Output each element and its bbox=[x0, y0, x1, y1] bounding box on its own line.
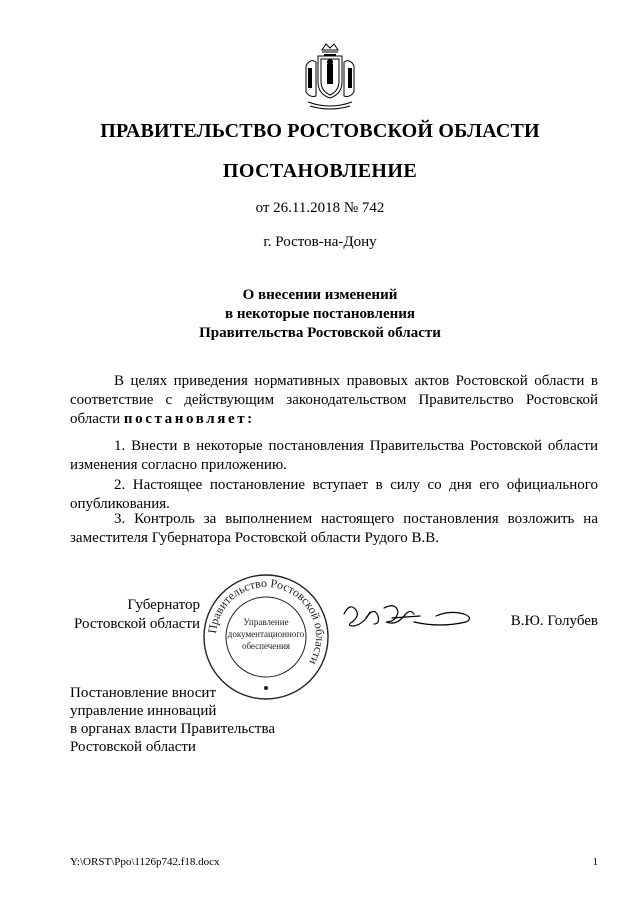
coat-of-arms-icon bbox=[298, 40, 362, 112]
seal-inner-line-1: Управление bbox=[243, 617, 289, 627]
date-number-line: от 26.11.2018 № 742 bbox=[255, 200, 385, 216]
document-type-title: ПОСТАНОВЛЕНИЕ bbox=[222, 160, 418, 182]
signer-name: В.Ю. Голубев bbox=[510, 613, 598, 629]
resolution-item-3: 3. Контроль за выполнением настоящего постановления возложить на заместителя Губернатора Ростовской области Рудого В.В. bbox=[70, 511, 598, 546]
contributor-line-1: Постановление вносит bbox=[70, 685, 217, 701]
contributor-note bbox=[70, 684, 275, 756]
subject-line-1: О внесении изменений bbox=[242, 287, 398, 303]
contributor-line-2: управление инноваций bbox=[70, 703, 217, 719]
resolution-item-2: 2. Настоящее постановление вступает в силу со дня его официального опубликования. bbox=[70, 477, 598, 512]
resolution-item-1: 1. Внести в некоторые постановления Правительства Ростовской области изменения согласно приложению. bbox=[70, 438, 598, 473]
preamble-paragraph bbox=[70, 372, 598, 429]
handwritten-signature bbox=[340, 596, 475, 636]
subject-line-2: в некоторые постановления bbox=[224, 306, 416, 322]
subject-line-3: Правительства Ростовской области bbox=[199, 325, 441, 341]
seal-outer-text: Правительство Ростовской области bbox=[205, 575, 328, 668]
resolves-word: постановляет: bbox=[123, 411, 255, 427]
organization-title: ПРАВИТЕЛЬСТВО РОСТОВСКОЙ ОБЛАСТИ bbox=[100, 120, 540, 142]
footer-file-path: Y:\ORST\Ppo\1126p742.f18.docx bbox=[70, 856, 220, 868]
seal-inner-line-3: обеспечения bbox=[241, 641, 291, 651]
signer-title-line-2: Ростовской области bbox=[74, 616, 200, 632]
seal-inner-line-2: документационного bbox=[227, 629, 305, 639]
page-number: 1 bbox=[592, 856, 598, 868]
document-subject bbox=[0, 286, 640, 343]
preamble-text: В целях приведения нормативных правовых актов Ростовской области в соответствие с действующим законодательством Правительство Ростовской области bbox=[70, 373, 598, 427]
contributor-line-3: в органах власти Правительства bbox=[70, 721, 275, 737]
contributor-line-4: Ростовской области bbox=[70, 739, 196, 755]
city-line: г. Ростов-на-Дону bbox=[263, 234, 377, 250]
signer-title-line-1: Губернатор bbox=[127, 597, 200, 613]
signer-title bbox=[70, 596, 200, 634]
